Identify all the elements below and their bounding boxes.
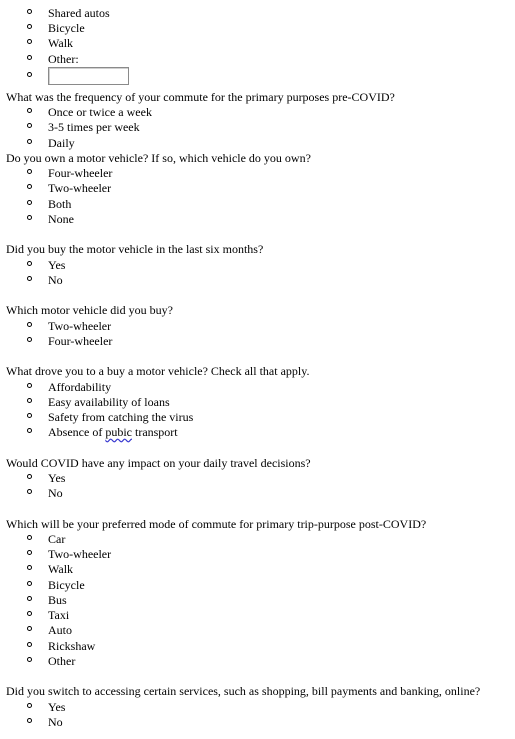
option-label (48, 425, 178, 439)
radio-bullet[interactable] (27, 123, 32, 128)
radio-bullet[interactable] (27, 337, 32, 342)
option-label: Bicycle (48, 578, 85, 592)
radio-bullet[interactable] (27, 200, 32, 205)
question-own-vehicle: Do you own a motor vehicle? If so, which vehicle do you own? (6, 151, 311, 165)
option-label: Rickshaw (48, 639, 96, 653)
question-preferred-mode: Which will be your preferred mode of commute for primary trip-purpose post-COVID? (6, 517, 427, 531)
radio-bullet[interactable] (27, 535, 32, 540)
option-label: Easy availability of loans (48, 395, 170, 409)
question-commute-frequency: What was the frequency of your commute for the primary purposes pre-COVID? (6, 90, 395, 104)
option-label: No (48, 273, 63, 287)
radio-bullet[interactable] (27, 322, 32, 327)
option-label: Taxi (48, 608, 70, 622)
option-label: Walk (48, 562, 74, 576)
radio-bullet[interactable] (27, 9, 32, 14)
radio-bullet[interactable] (27, 581, 32, 586)
radio-bullet[interactable] (27, 642, 32, 647)
radio-bullet[interactable] (27, 383, 32, 388)
option-label: Car (48, 532, 66, 546)
option-label: Yes (48, 700, 66, 714)
question-bought-recently: Did you buy the motor vehicle in the last six months? (6, 242, 264, 256)
option-label: Other (48, 654, 76, 668)
option-label: Both (48, 197, 72, 211)
option-label: Affordability (48, 380, 112, 394)
option-label: Bicycle (48, 21, 85, 35)
radio-bullet[interactable] (27, 611, 32, 616)
option-label: Walk (48, 36, 74, 50)
question-online-services: Did you switch to accessing certain services, such as shopping, bill payments and banking, online? (6, 684, 481, 698)
radio-bullet[interactable] (27, 169, 32, 174)
radio-bullet[interactable] (27, 108, 32, 113)
radio-bullet[interactable] (27, 24, 32, 29)
radio-bullet[interactable] (27, 703, 32, 708)
option-label: Two-wheeler (48, 319, 112, 333)
option-label: Safety from catching the virus (48, 410, 194, 424)
radio-bullet[interactable] (27, 657, 32, 662)
radio-bullet[interactable] (27, 565, 32, 570)
radio-bullet[interactable] (27, 718, 32, 723)
option-label-part: transport (131, 425, 178, 439)
radio-bullet[interactable] (27, 428, 32, 433)
other-text-field[interactable] (48, 67, 129, 85)
misspelled-word[interactable]: pubic (105, 425, 132, 439)
option-label-part: Absence of (48, 425, 106, 439)
option-label: Two-wheeler (48, 181, 112, 195)
radio-bullet[interactable] (27, 139, 32, 144)
question-purchase-reason: What drove you to a buy a motor vehicle? Check all that apply. (6, 364, 310, 378)
option-label: No (48, 486, 63, 500)
option-label: Two-wheeler (48, 547, 112, 561)
question-covid-impact: Would COVID have any impact on your daily travel decisions? (6, 456, 311, 470)
radio-bullet[interactable] (27, 489, 32, 494)
radio-bullet[interactable] (27, 474, 32, 479)
radio-bullet[interactable] (27, 596, 32, 601)
radio-bullet[interactable] (27, 39, 32, 44)
radio-bullet[interactable] (27, 626, 32, 631)
radio-bullet[interactable] (27, 550, 32, 555)
option-label: Shared autos (48, 6, 110, 20)
radio-bullet[interactable] (27, 215, 32, 220)
option-label: Yes (48, 258, 66, 272)
option-label: Auto (48, 623, 72, 637)
option-label: Other: (48, 52, 79, 66)
radio-bullet[interactable] (27, 276, 32, 281)
radio-bullet[interactable] (27, 184, 32, 189)
option-label: Yes (48, 471, 66, 485)
option-label: Once or twice a week (48, 105, 152, 119)
option-label: Bus (48, 593, 67, 607)
option-label: Four-wheeler (48, 166, 113, 180)
radio-bullet[interactable] (27, 72, 32, 77)
radio-bullet[interactable] (27, 398, 32, 403)
option-label: Four-wheeler (48, 334, 113, 348)
question-which-vehicle-bought: Which motor vehicle did you buy? (6, 303, 173, 317)
radio-bullet[interactable] (27, 55, 32, 60)
option-label: None (48, 212, 74, 226)
option-label: 3-5 times per week (48, 120, 140, 134)
radio-bullet[interactable] (27, 261, 32, 266)
option-label: No (48, 715, 63, 729)
radio-bullet[interactable] (27, 413, 32, 418)
option-label: Daily (48, 136, 75, 150)
